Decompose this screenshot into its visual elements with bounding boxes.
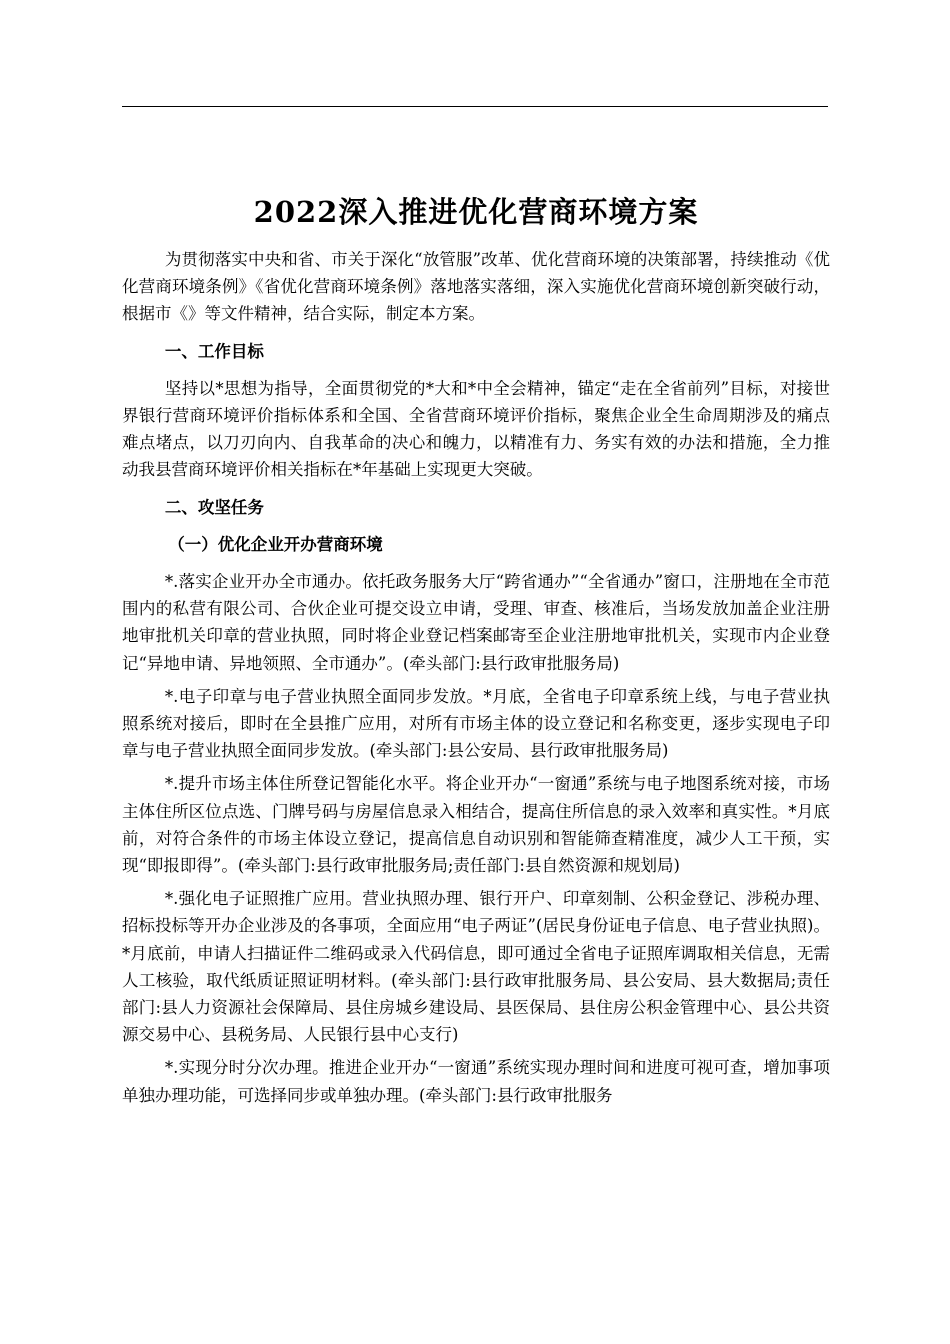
document-body: [122, 190, 830, 1115]
header-rule: [122, 106, 828, 107]
goals-paragraph: 坚持以*思想为指导，全面贯彻党的*大和*中全会精神，锚定“走在全省前列”目标，对接世界银行营商环境评价指标体系和全国、全省营商环境评价指标，聚焦企业全生命周期涉及的痛点难点堵点，以刀刃向内、自我革命的决心和魄力，以精准有力、务实有效的办法和措施，全力推动我县营商环境评价相关指标在*年基础上实现更大突破。: [122, 378, 830, 480]
intro-paragraph: 为贯彻落实中央和省、市关于深化“放管服”改革、优化营商环境的决策部署，持续推动《优化营商环境条例》《省优化营商环境条例》落地落实落细，深入实施优化营商环境创新突破行动，根据市《》等文件精神，结合实际，制定本方案。: [122, 250, 830, 324]
task-item: *.提升市场主体住所登记智能化水平。将企业开办“一窗通”系统与电子地图系统对接，市场主体住所区位点选、门牌号码与房屋信息录入相结合，提高住所信息的录入效率和真实性。*月底前，对符合条件的市场主体设立登记，提高信息自动识别和智能筛查精准度，减少人工干预，实现“即报即得”。(牵头部门:县行政审批服务局;责任部门:县自然资源和规划局): [122, 774, 830, 876]
task-item: *.落实企业开办全市通办。依托政务服务大厅“跨省通办”“全省通办”窗口，注册地在全市范围内的私营有限公司、合伙企业可提交设立申请，受理、审查、核准后，当场发放加盖企业注册地审批机关印章的营业执照，同时将企业登记档案邮寄至企业注册地审批机关，实现市内企业登记“异地申请、异地领照、全市通办”。(牵头部门:县行政审批服务局): [122, 572, 830, 673]
task-item: *.实现分时分次办理。推进企业开办“一窗通”系统实现办理时间和进度可视可查，增加事项单独办理功能，可选择同步或单独办理。(牵头部门:县行政审批服务: [122, 1058, 830, 1105]
section-heading-goals: 一、工作目标: [164, 341, 264, 361]
document-title: 2022深入推进优化营商环境方案: [253, 195, 699, 229]
subsection-heading-enterprise: （一）优化企业开办营商环境: [168, 534, 383, 554]
task-item: *.强化电子证照推广应用。营业执照办理、银行开户、印章刻制、公积金登记、涉税办理、招标投标等开办企业涉及的各事项，全面应用“电子两证”(居民身份证电子信息、电子营业执照)。*月底前，申请人扫描证件二维码或录入代码信息，即可通过全省电子证照库调取相关信息，无需人工核验，取代纸质证照证明材料。(牵头部门:县行政审批服务局、县公安局、县大数据局;责任部门:县人力资源社会保障局、县住房城乡建设局、县医保局、县住房公积金管理中心、县公共资源交易中心、县税务局、人民银行县中心支行): [122, 889, 830, 1045]
task-item: *.电子印章与电子营业执照全面同步发放。*月底，全省电子印章系统上线，与电子营业执照系统对接后，即时在全县推广应用，对所有市场主体的设立登记和名称变更，逐步实现电子印章与电子营业执照全面同步发放。(牵头部门:县公安局、县行政审批服务局): [122, 686, 830, 761]
section-heading-tasks: 二、攻坚任务: [164, 497, 264, 517]
